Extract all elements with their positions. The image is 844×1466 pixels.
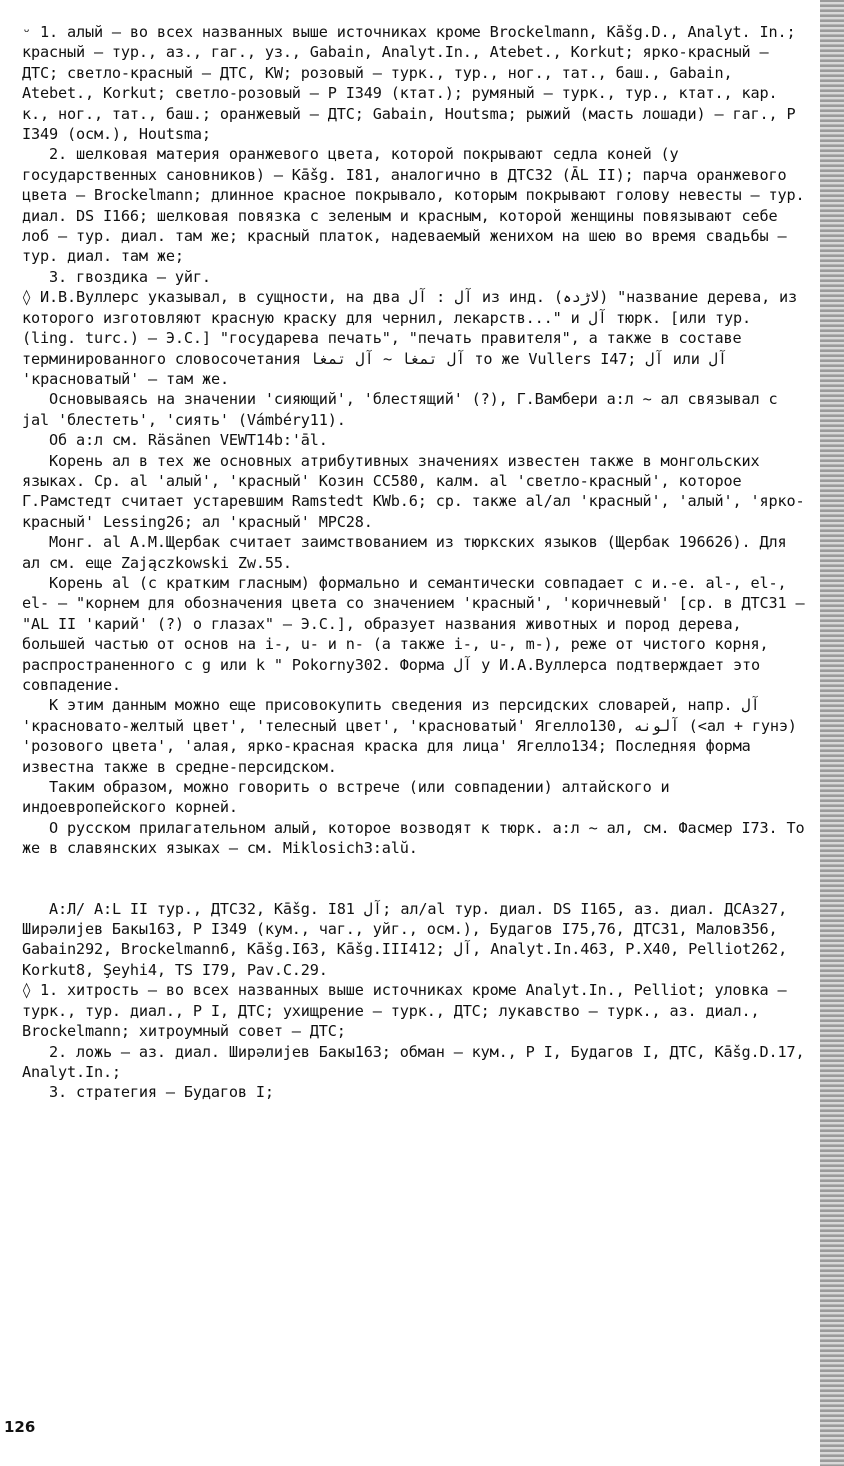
entry-text: Об а:л см. Räsänen VEWT14b:'āl. [22, 431, 328, 450]
entry-text: О русском прилагательном алый, которое возводят к тюрк. а:л ~ ал, см. Фасмер I73. То же в славянских языках – см. Miklosich3:alŭ. [22, 818, 814, 858]
entry-text: ᵕ 1. алый – во всех названных выше источниках кроме Brockelmann, Kāšg.D., Analyt. In.; красный – тур., аз., гаг., уз., Gabain, Analyt.In., Atebet., Korkut; ярко-красный – ДТС; светло-красный – ДТС, KW; розовый – турк., тур., ног., тат., баш., Gabain, Atebet., Korkut; светло-розовый – Р I349 (ктат.); румяный – турк., тур., ктат., кар. к., ног., тат., баш.; оранжевый – ДТС; Gabain, Houtsma; рыжий (масть лошади) – гаг., Р I349 (осм.), Houtsma; [22, 23, 805, 144]
scanned-page-edge [820, 0, 844, 1466]
entry-text: 2. ложь – аз. диал. Ширәлиjев Бакы163; обман – кум., Р I, Будагов I, ДТС, Kāšg.D.17, Analyt.In.; [22, 1042, 814, 1081]
entry-text: Таким образом, можно говорить о встрече (или совпадении) алтайского и индоевропейского корней. [22, 778, 679, 817]
entry-text: 2. шелковая материя оранжевого цвета, которой покрывают седла коней (у государственных сановников) – Kāšg. I81, аналогично в ДТС32 (ĀL II); парча оранжевого цвета – Brockelmann; длинное красное покрывало, которым покрывают голову невесты – тур. диал. DS I166; шелковая повязка с зеленым и красным, которой женщины повязывают себе лоб – тур. диал. там же; красный платок, надеваемый женихом на шею во время свадьбы – тур. диал. там же; [22, 145, 814, 266]
dictionary-entry-al-red [22, 22, 814, 859]
entry-text: 3. стратегия – Будагов I; [22, 1083, 274, 1102]
entry-text: Корень al (с кратким гласным) формально и семантически совпадает с и.-е. al-, el-, el- – "корнем для обозначения цвета со значением 'красный', 'коричневый' [ср. в ДТС31 – "AL II 'карий' (?) о глазах" – Э.С.], образует названия животных и пород дерева, большей частью от основ на i-, u- и n- (а также i-, u-, m-), реже от чистого корня, распространенного с g или k " Pokorny302. Форма آل у И.А.Вуллерса подтверждает это совпадение. [22, 573, 814, 694]
entry-text: К этим данным можно еще присовокупить сведения из персидских словарей, напр. آل 'красновато-желтый цвет', 'телесный цвет', 'красноватый' Ягелло130, آلونه (<ал + гунэ) 'розового цвета', 'алая, ярко-красная краска для лица' Ягелло134; Последняя форма известна также в средне-персидском. [22, 696, 807, 776]
page-number: 126 [4, 1418, 36, 1436]
entry-text: Корень ал в тех же основных атрибутивных значениях известен также в монгольских языках. Ср. al 'алый', 'красный' Козин СС580, калм. al 'светло-красный', которое Г.Рамстедт считает устаревшим Ramstedt KWb.6; ср. также al/ал 'красный', 'алый', 'ярко-красный' Lessing26; ал 'красный' МРС28. [22, 451, 805, 531]
entry-text: ◊ 1. хитрость – во всех названных выше источниках кроме Analyt.In., Pelliot; уловка – турк., тур. диал., Р I, ДТС; ухищрение – турк., ДТС; лукавство – турк., аз. диал., Brockelmann; хитроумный совет – ДТС; [22, 981, 796, 1041]
entry-text: Основываясь на значении 'сияющий', 'блестящий' (?), Г.Вамбери а:л ~ ал связывал с jal 'блестеть', 'сиять' (Vámbéry11). [22, 390, 787, 429]
entry-separator [22, 859, 810, 899]
dictionary-entry-al-trick [22, 899, 814, 1103]
entry-text: 3. гвоздика – уйг. [22, 267, 211, 286]
entry-text: ◊ И.В.Вуллерс указывал, в сущности, на два آل : آل из инд. (لاڑدہ) "название дерева, из которого изготовляют красную краску для чернил, лекарств..." и آل тюрк. [или тур. (ling. turc.) – Э.С.] "государева печать", "печать правителя", а также в составе терминированного словосочетания آل تمغا ~ آل تمغا то же Vullers I47; آل или آل 'красноватый' – там же. [22, 288, 807, 388]
entry-text: А:Л/ A:L II тур., ДТС32, Kāšg. I81 آل; ал/al тур. диал. DS I165, аз. диал. ДСАз27, Ширәлиjев Бакы163, Р I349 (кум., чаг., уйг., осм.), Будагов I75,76, ДТС31, Малов356, Gabain292, Brockelmann6, Kāšg.I63, Kāšg.III412; آل, Analyt.In.463, Р.X40, Pelliot262, Korkut8, Şeyhi4, TS I79, Pav.C.29. [22, 899, 797, 979]
entry-text: Монг. al А.М.Щербак считает заимствованием из тюркских языков (Щербак 196626). Для ал см. еще Zajączkowski Zw.55. [22, 533, 796, 572]
